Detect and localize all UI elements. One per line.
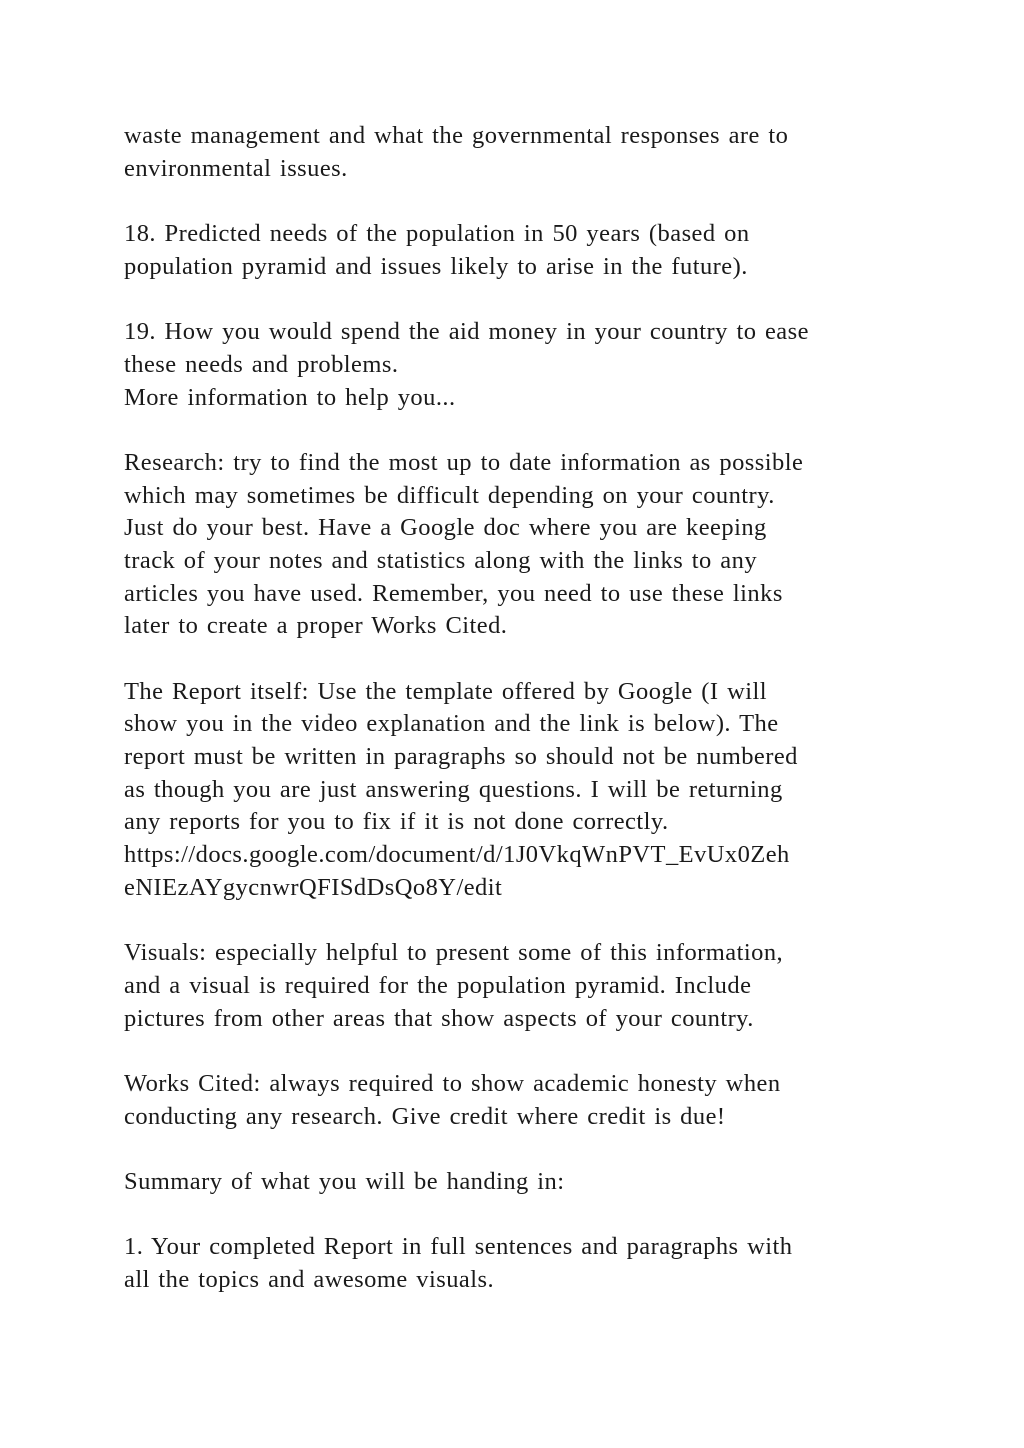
paragraph-summary <box>124 1166 914 1199</box>
text-line: 18. Predicted needs of the population in 50 years (based on <box>124 220 750 248</box>
text-line: all the topics and awesome visuals. <box>124 1266 495 1294</box>
paragraph-item-1 <box>124 1231 914 1296</box>
paragraph-item-19 <box>124 316 914 414</box>
paragraph-research <box>124 447 914 643</box>
text-line: waste management and what the governmental responses are to <box>124 122 789 149</box>
paragraph-gap <box>124 1035 914 1068</box>
paragraph-gap <box>124 1199 914 1232</box>
text-line: pictures from other areas that show aspects of your country. <box>124 1004 754 1032</box>
paragraph-visuals <box>124 937 914 1035</box>
text-line: 1. Your completed Report in full sentences and paragraphs with <box>124 1233 793 1261</box>
text-line: these needs and problems. <box>124 350 399 378</box>
paragraph-gap <box>124 905 914 938</box>
template-link-line: eNIEzAYgycnwrQFISdDsQo8Y/edit <box>124 873 503 901</box>
text-line: Summary of what you will be handing in: <box>124 1168 565 1195</box>
paragraph-gap <box>124 185 914 218</box>
paragraph-item-18 <box>124 218 914 283</box>
text-line: The Report itself: Use the template offered by Google (I will <box>124 677 767 705</box>
template-link-line: https://docs.google.com/document/d/1J0VkqWnPVT_EvUx0Zeh <box>124 841 790 869</box>
text-line: Visuals: especially helpful to present some of this information, <box>124 939 784 967</box>
text-line: More information to help you... <box>124 383 456 411</box>
text-line: conducting any research. Give credit where credit is due! <box>124 1102 726 1130</box>
paragraph-report <box>124 676 914 905</box>
text-line: Research: try to find the most up to date information as possible <box>124 448 804 476</box>
text-line: population pyramid and issues likely to arise in the future). <box>124 252 748 280</box>
paragraph-gap <box>124 414 914 447</box>
paragraph-gap <box>124 1133 914 1166</box>
text-line: Works Cited: always required to show academic honesty when <box>124 1069 781 1097</box>
text-line: articles you have used. Remember, you need to use these links <box>124 579 783 607</box>
text-line: which may sometimes be difficult depending on your country. <box>124 481 775 509</box>
paragraph-gap <box>124 283 914 316</box>
text-line: and a visual is required for the population pyramid. Include <box>124 971 752 999</box>
text-line: Just do your best. Have a Google doc where you are keeping <box>124 514 767 542</box>
document-body <box>124 120 914 1297</box>
text-line: later to create a proper Works Cited. <box>124 612 508 640</box>
text-line: track of your notes and statistics along with the links to any <box>124 546 758 574</box>
text-line: any reports for you to fix if it is not done correctly. <box>124 808 669 836</box>
text-line: report must be written in paragraphs so should not be numbered <box>124 743 798 771</box>
paragraph-works-cited <box>124 1068 914 1133</box>
text-line: as though you are just answering questions. I will be returning <box>124 775 783 803</box>
text-line: environmental issues. <box>124 154 348 182</box>
text-line: show you in the video explanation and the link is below). The <box>124 710 779 738</box>
text-line: 19. How you would spend the aid money in your country to ease <box>124 318 809 346</box>
paragraph-gap <box>124 643 914 676</box>
paragraph-env-continuation <box>124 120 914 185</box>
